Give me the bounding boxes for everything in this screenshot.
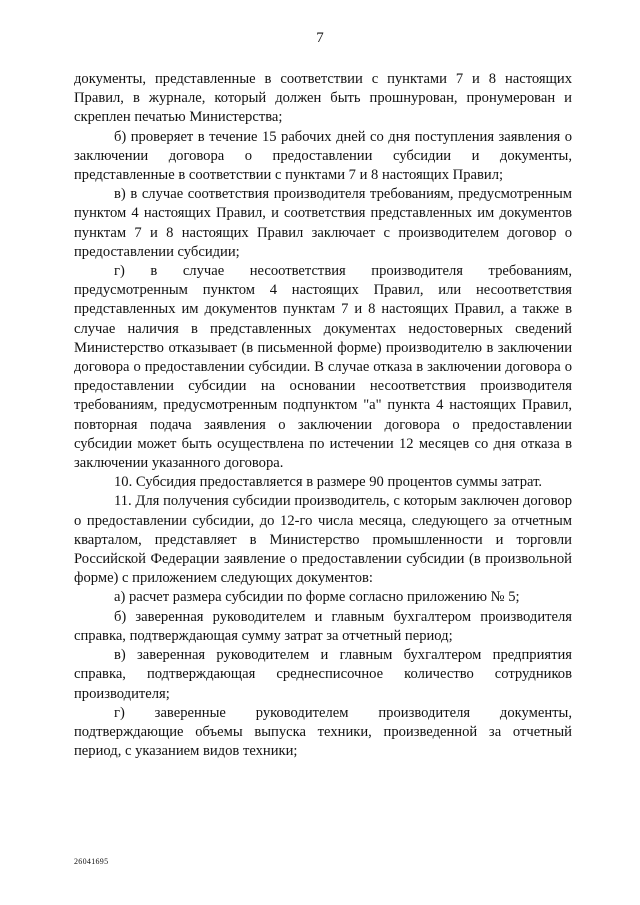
document-body <box>74 70 572 761</box>
paragraph: г) в случае несоответствия производителя требованиям, предусмотренным пунктом 4 настоящих Правил, или несоответствия представленных им документов пунктам 7 и 8 настоящих Правил, а также в случае наличия в представленных документах недостоверных сведений Министерство отказывает (в письменной форме) производителю в заключении договора о предоставлении субсидии. В случае отказа в заключении договора о предоставлении субсидии на основании несоответствия производителя требованиям, предусмотренным подпунктом "а" пункта 4 настоящих Правил, повторная подача заявления о заключении договора о предоставлении субсидии может быть осуществлена по истечении 12 месяцев со дня отказа в заключении указанного договора. <box>74 263 572 472</box>
paragraph: в) заверенная руководителем и главным бухгалтером предприятия справка, подтверждающая среднесписочное количество сотрудников производителя; <box>74 647 572 702</box>
paragraph: б) проверяет в течение 15 рабочих дней со дня поступления заявления о заключении договора о предоставлении субсидии и документы, представленные в соответствии с пунктами 7 и 8 настоящих Правил; <box>74 128 572 184</box>
page-number: 7 <box>316 30 324 46</box>
paragraph: 10. Субсидия предоставляется в размере 90 процентов суммы затрат. <box>114 474 543 491</box>
document-code: 26041695 <box>74 857 109 866</box>
paragraph: г) заверенные руководителем производителя документы, подтверждающие объемы выпуска техники, произведенной за отчетный период, с указанием видов техники; <box>74 704 572 760</box>
paragraph: б) заверенная руководителем и главным бухгалтером производителя справка, подтверждающая сумму затрат за отчетный период; <box>74 608 572 644</box>
paragraph: а) расчет размера субсидии по форме согласно приложению № 5; <box>114 589 520 606</box>
paragraph: документы, представленные в соответствии с пунктами 7 и 8 настоящих Правил, в журнале, который должен быть прошнурован, пронумерован и скреплен печатью Министерства; <box>74 71 572 126</box>
paragraph: 11. Для получения субсидии производитель, с которым заключен договор о предоставлении субсидии, до 12-го числа месяца, следующего за отчетным кварталом, представляет в Министерство промышленности и торговли Российской Федерации заявление о предоставлении субсидии (в произвольной форме) с приложением следующих документов: <box>74 493 572 587</box>
paragraph: в) в случае соответствия производителя требованиям, предусмотренным пунктом 4 настоящих Правил, и соответствия представленных им документов пунктам 7 и 8 настоящих Правил заключает с производителем договор о предоставлении субсидии; <box>74 186 572 260</box>
